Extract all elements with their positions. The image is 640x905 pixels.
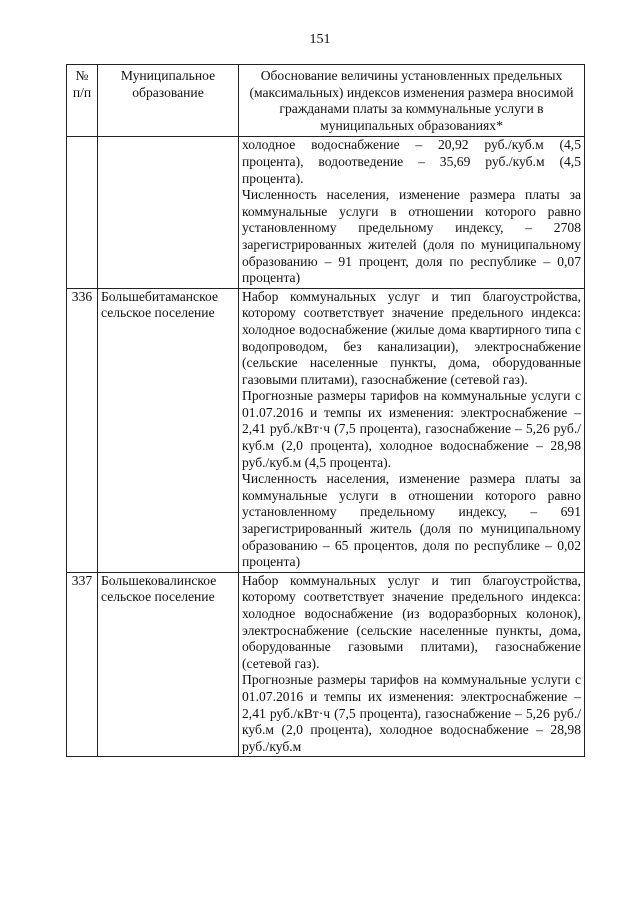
header-num: № п/п [67, 65, 98, 137]
tariff-index-table [66, 64, 585, 757]
row-num: 336 [67, 288, 98, 572]
row-municipality: Большебитаманское сельское поселение [98, 288, 239, 572]
page-number: 151 [309, 32, 331, 47]
paragraph: холодное водоснабжение – 20,92 руб./куб.м (4,5 процента), водоотведение – 35,69 руб./куб.м (4,5 процента). [242, 137, 581, 186]
table-header-row [67, 65, 585, 137]
paragraph: Прогнозные размеры тарифов на коммунальные услуги с 01.07.2016 и темпы их изменения: электроснабжение – 2,41 руб./кВт·ч (7,5 процента), газоснабжение – 5,26 руб./куб.м (2,0 процента), холодное водоснабжение – 28,98 руб./куб.м (4,5 процента). [242, 388, 581, 470]
row-municipality: Большековалинское сельское поселение [98, 572, 239, 757]
row-justification [239, 572, 585, 757]
table-row [67, 137, 585, 288]
paragraph: Прогнозные размеры тарифов на коммунальные услуги с 01.07.2016 и темпы их изменения: электроснабжение – 2,41 руб./кВт·ч (7,5 процента), газоснабжение – 5,26 руб./куб.м (2,0 процента), холодное водоснабжение – 28,98 руб./куб.м [242, 672, 581, 754]
row-num [67, 137, 98, 288]
header-municipality: Муниципальное образование [98, 65, 239, 137]
paragraph: Численность населения, изменение размера платы за коммунальные услуги в отношении которого равно установленному предельному индексу, – 691 зарегистрированный житель (доля по муниципальному образованию – 65 процентов, доля по республике – 0,02 процента) [242, 471, 581, 570]
paragraph: Численность населения, изменение размера платы за коммунальные услуги в отношении которого равно установленному предельному индексу, – 2708 зарегистрированных жителей (доля по муниципальному образованию – 91 процент, доля по республике – 0,07 процента) [242, 187, 581, 286]
table-row [67, 572, 585, 757]
table-row [67, 288, 585, 572]
header-justification: Обоснование величины установленных предельных (максимальных) индексов изменения размера вносимой гражданами платы за коммунальные услуги в муниципальных образованиях* [239, 65, 585, 137]
paragraph: Набор коммунальных услуг и тип благоустройства, которому соответствует значение предельного индекса: холодное водоснабжение (из водоразборных колонок), электроснабжение (сельские населенные пункты, дома, оборудованные газовыми плитами), газоснабжение (сетевой газ). [242, 572, 581, 671]
row-justification [239, 137, 585, 288]
row-municipality [98, 137, 239, 288]
row-num: 337 [67, 572, 98, 757]
paragraph: Набор коммунальных услуг и тип благоустройства, которому соответствует значение предельного индекса: холодное водоснабжение (жилые дома квартирного типа с водопроводом, без канализации), электроснабжение (сельские населенные пункты, дома, оборудованные газовыми плитами), газоснабжение (сетевой газ). [242, 288, 581, 387]
row-justification [239, 288, 585, 572]
